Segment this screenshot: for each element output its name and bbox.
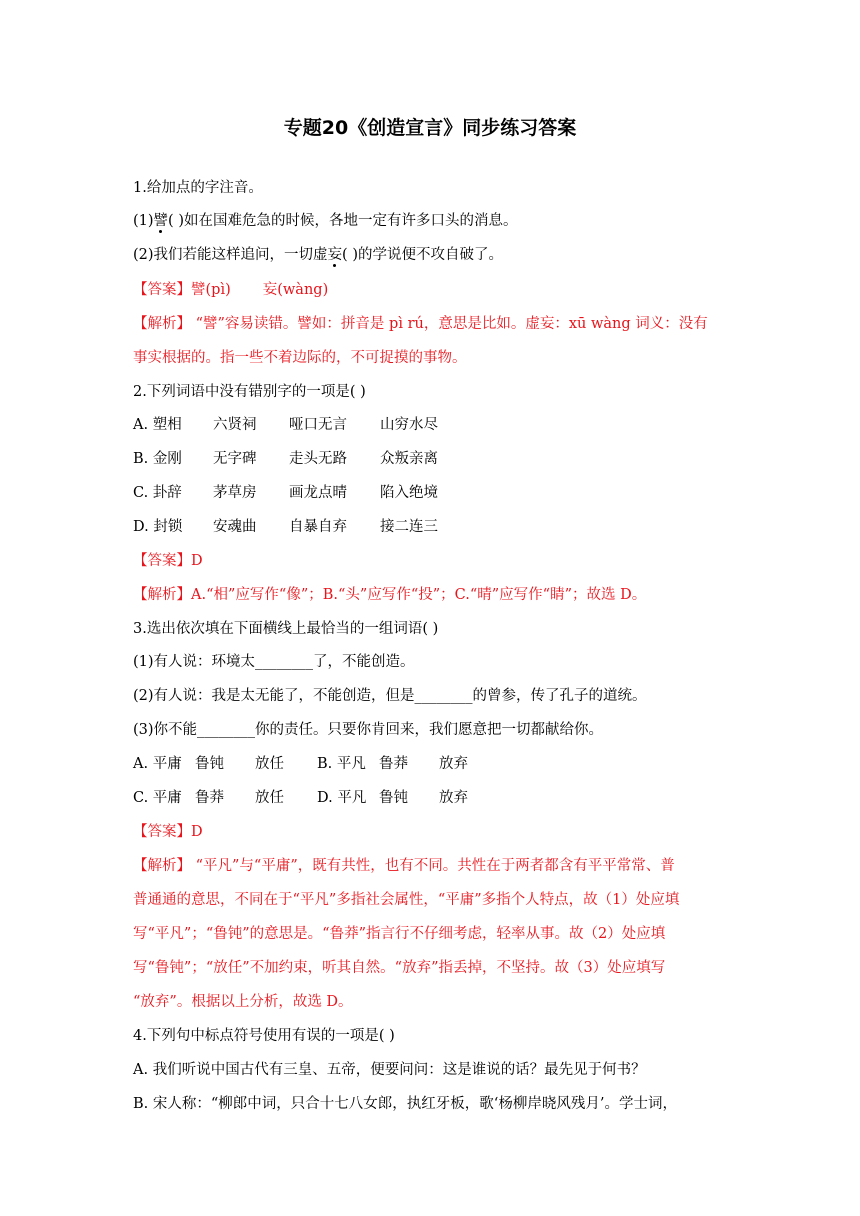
q2-option-d — [133, 517, 438, 537]
q3-stem: 3.选出依次填在下面横线上最恰当的一组词语( ) — [133, 621, 439, 637]
option-cell: 众叛亲离 — [380, 451, 438, 467]
q3-answer-tag: 【答案】 — [133, 824, 191, 840]
option-cell: 六贤祠 — [213, 417, 257, 433]
q2-answer-tag: 【答案】 — [133, 553, 191, 569]
q1-answer — [133, 280, 328, 300]
page-title: 专题20《创造宣言》同步练习答案 — [283, 117, 577, 139]
option-cell: 放弃 — [439, 756, 468, 772]
option-cell: 画龙点晴 — [289, 485, 347, 501]
q3-options-ab — [133, 754, 468, 774]
q1-sentence-2 — [133, 245, 503, 265]
q1-answer-tag: 【答案】 — [133, 282, 191, 298]
q1-answer-a: 譬(pì) — [191, 282, 231, 298]
option-cell: D. 平凡 — [317, 790, 367, 806]
q1-stem: 1.给加点的字注音。 — [133, 180, 263, 196]
q1-sentence-1 — [133, 211, 517, 231]
option-cell: 鲁钝 — [379, 790, 408, 806]
q2-stem: 2.下列词语中没有错别字的一项是( ) — [133, 384, 366, 400]
q3-answer — [133, 822, 203, 842]
q1-s2-dotted-char: 妄 — [327, 247, 343, 263]
q1-s2-prefix: (2)我们若能这样追问，一切虚 — [133, 247, 328, 263]
q3-sentence-2: (2)有人说：我是太无能了，不能创造，但是________的曾参，传了孔子的道统。 — [133, 688, 647, 704]
option-cell: 放弃 — [439, 790, 468, 806]
q3-options-cd — [133, 788, 468, 808]
option-cell: 茅草房 — [213, 485, 257, 501]
q1-analysis-tag: 【解析】 — [133, 316, 191, 332]
q3-analysis-line-3: 写“平凡”；“鲁钝”的意思是。“鲁莽”指言行不仔细考虑，轻率从事。故（2）处应填 — [133, 926, 666, 942]
q1-s1-prefix: (1) — [133, 213, 154, 229]
q2-answer-value: D — [191, 553, 203, 569]
q2-analysis-text: A.“相”应写作“像”；B.“头”应写作“投”；C.“晴”应写作“睛”；故选 D。 — [191, 587, 647, 603]
q3-analysis-line-4: 写“鲁钝”；“放任”不加约束，听其自然。“放弃”指丢掉，不坚持。故（3）处应填写 — [133, 960, 666, 976]
option-cell: 放任 — [255, 790, 284, 806]
q1-answer-b: 妄(wàng) — [262, 282, 329, 298]
option-cell: 哑口无言 — [289, 417, 347, 433]
option-cell: 鲁莽 — [379, 756, 408, 772]
q3-sentence-1: (1)有人说：环境太________了，不能创造。 — [133, 654, 415, 670]
option-cell: B. 金刚 — [133, 451, 182, 467]
q4-option-a: A. 我们听说中国古代有三皇、五帝，便要问问：这是谁说的话？最先见于何书？ — [133, 1062, 646, 1078]
option-cell: 陷入绝境 — [380, 485, 438, 501]
option-cell: 自暴自弃 — [289, 519, 347, 535]
q3-analysis-line-1 — [133, 856, 675, 876]
q3-sentence-3: (3)你不能________你的责任。只要你肯回来，我们愿意把一切都献给你。 — [133, 722, 604, 738]
q2-option-b — [133, 449, 438, 469]
q3-analysis-text: “平凡”与“平庸”，既有共性，也有不同。共性在于两者都含有平平常常、普 — [191, 858, 675, 874]
q3-answer-value: D — [191, 824, 203, 840]
q1-s1-rest: ( )如在国难危急的时候，各地一定有许多口头的消息。 — [168, 213, 518, 229]
q4-stem: 4.下列句中标点符号使用有误的一项是( ) — [133, 1028, 395, 1044]
option-cell: A. 平庸 — [133, 756, 182, 772]
option-cell: A. 塑相 — [133, 417, 182, 433]
q2-option-c — [133, 483, 438, 503]
option-cell: D. 封锁 — [133, 519, 183, 535]
option-cell: 山穷水尽 — [380, 417, 438, 433]
q4-option-b: B. 宋人称：“柳郎中词，只合十七八女郎，执红牙板，歌‘杨柳岸晓风残月’。学士词， — [133, 1096, 678, 1112]
q1-analysis-line-2: 事实根据的。指一些不着边际的，不可捉摸的事物。 — [133, 350, 467, 366]
option-cell: 无字碑 — [213, 451, 257, 467]
q2-option-a — [133, 415, 438, 435]
q2-answer — [133, 551, 203, 571]
q1-s1-dotted-char: 譬 — [153, 213, 169, 229]
q2-analysis — [133, 585, 646, 605]
option-cell: 鲁钝 — [195, 756, 224, 772]
option-cell: 接二连三 — [380, 519, 438, 535]
option-cell: B. 平凡 — [317, 756, 366, 772]
option-cell: C. 卦辞 — [133, 485, 182, 501]
option-cell: 走头无路 — [289, 451, 347, 467]
q3-analysis-line-5: “放弃”。根据以上分析，故选 D。 — [133, 994, 353, 1010]
option-cell: 安魂曲 — [213, 519, 257, 535]
q2-analysis-tag: 【解析】 — [133, 587, 191, 603]
option-cell: 鲁莽 — [195, 790, 224, 806]
option-cell: 放任 — [255, 756, 284, 772]
q1-analysis-text: “譬”容易读错。譬如：拼音是 pì rú，意思是比如。虚妄：xū wàng 词义：没有 — [191, 316, 708, 332]
q1-analysis-line-1 — [133, 314, 708, 334]
q1-s2-rest: ( )的学说便不攻自破了。 — [342, 247, 503, 263]
q3-analysis-line-2: 普通通的意思，不同在于“平凡”多指社会属性，“平庸”多指个人特点，故（1）处应填 — [133, 892, 680, 908]
option-cell: C. 平庸 — [133, 790, 182, 806]
q3-analysis-tag: 【解析】 — [133, 858, 191, 874]
